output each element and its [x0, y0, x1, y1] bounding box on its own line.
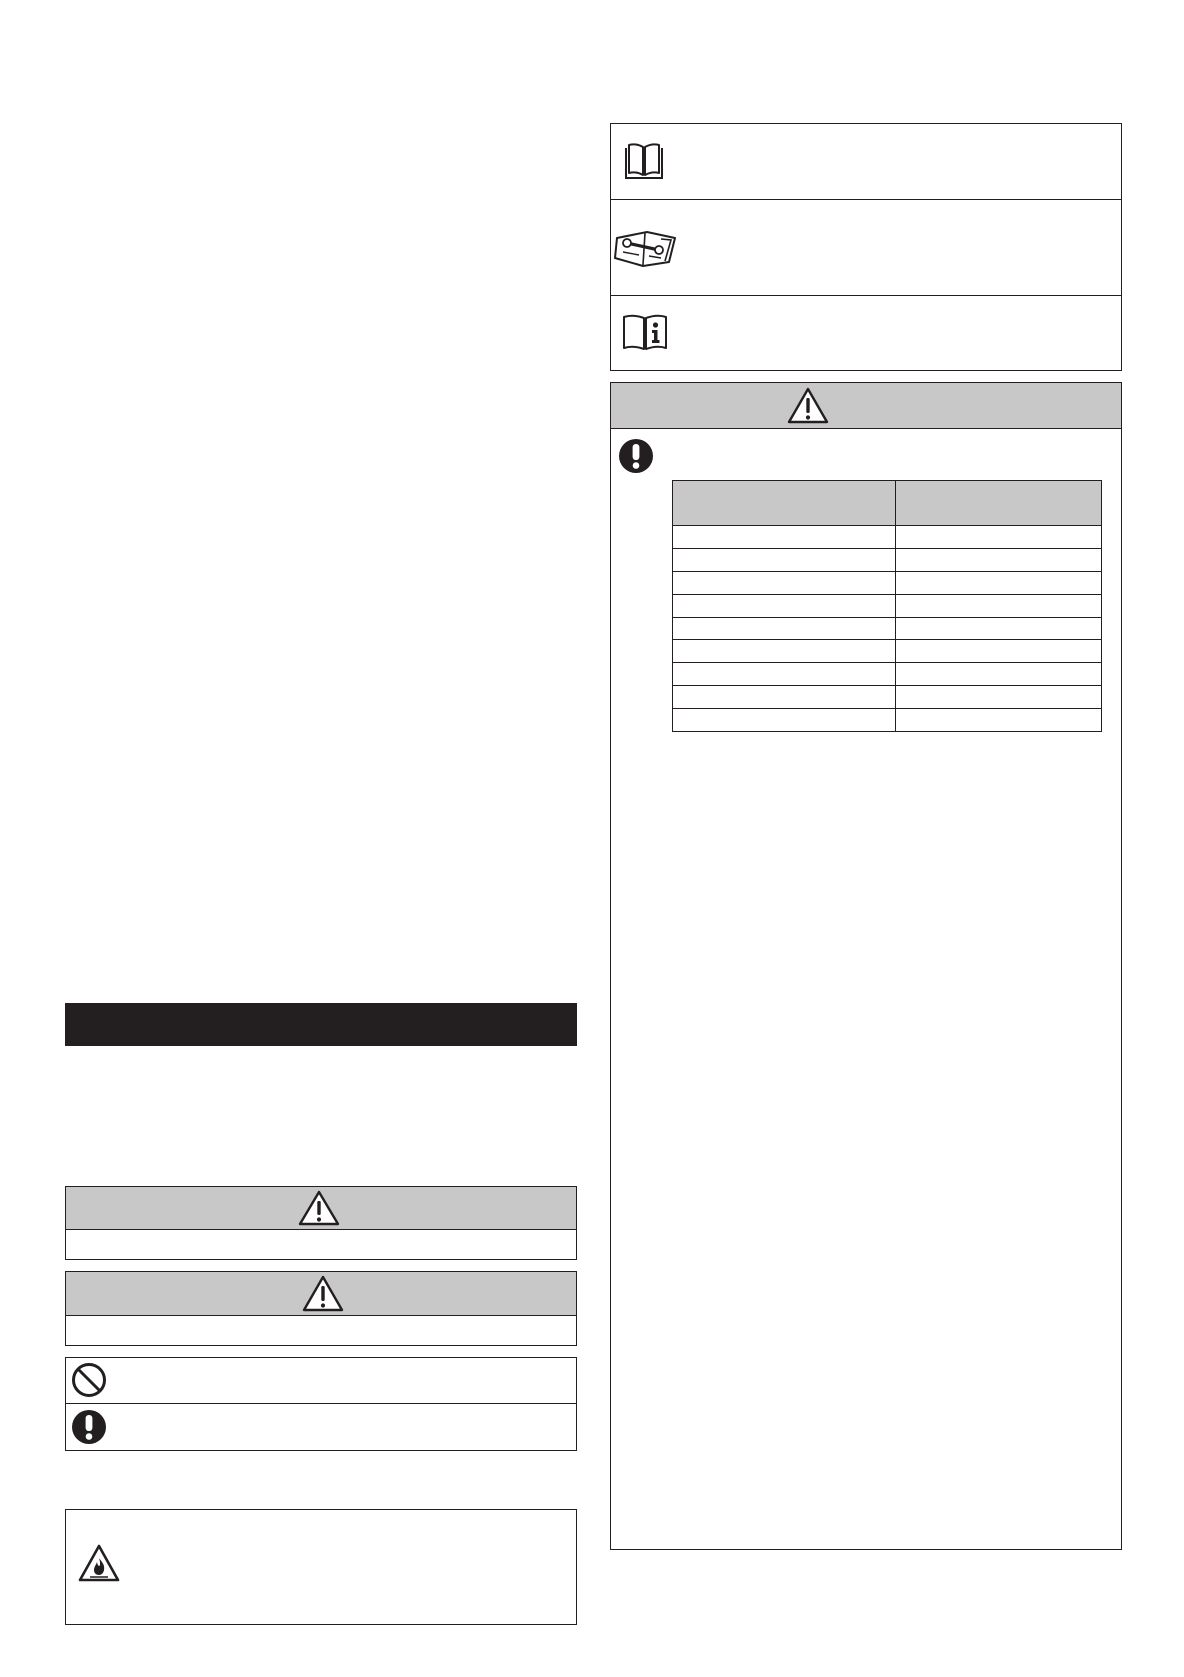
table-header-row	[673, 481, 1102, 526]
table-cell	[673, 548, 896, 571]
table-cell	[673, 571, 896, 594]
table-cell	[896, 571, 1102, 594]
table-cell	[673, 594, 896, 617]
warning-triangle-icon	[787, 387, 829, 424]
table-cell	[673, 686, 896, 709]
spec-table	[672, 480, 1102, 732]
read-manual-book-icon	[622, 142, 666, 182]
flammable-warning-box	[65, 1509, 577, 1625]
table-row	[673, 526, 1102, 549]
warning-box-1-header	[66, 1187, 576, 1229]
information-manual-icon	[622, 313, 668, 351]
table-row	[673, 663, 1102, 686]
prohibited-icon	[71, 1362, 107, 1398]
warning-box-1	[65, 1186, 577, 1260]
service-manual-wrench-book-icon	[613, 228, 677, 268]
table-cell	[896, 548, 1102, 571]
table-row	[673, 709, 1102, 732]
table-header-cell	[896, 481, 1102, 526]
table-row	[673, 640, 1102, 663]
table-cell	[896, 526, 1102, 549]
symbol-legend	[65, 1357, 577, 1451]
caution-panel-header	[611, 383, 1121, 428]
table-cell	[896, 663, 1102, 686]
table-cell	[896, 686, 1102, 709]
warning-triangle-icon	[298, 1190, 340, 1226]
table-header-cell	[673, 481, 896, 526]
table-cell	[896, 709, 1102, 732]
table-cell	[673, 526, 896, 549]
table-cell	[896, 640, 1102, 663]
table-cell	[673, 663, 896, 686]
mandatory-exclamation-icon	[618, 438, 654, 474]
table-row	[673, 571, 1102, 594]
table-row	[673, 548, 1102, 571]
table-cell	[896, 617, 1102, 640]
flammable-warning-icon	[78, 1544, 120, 1582]
table-cell	[673, 640, 896, 663]
manual-symbols-box	[610, 123, 1122, 371]
table-row	[673, 617, 1102, 640]
table-row	[673, 594, 1102, 617]
table-cell	[673, 617, 896, 640]
caution-panel	[610, 382, 1122, 1550]
warning-box-2-header	[66, 1272, 576, 1315]
mandatory-exclamation-icon	[71, 1409, 107, 1445]
warning-box-2	[65, 1271, 577, 1346]
warning-triangle-icon	[302, 1275, 344, 1312]
section-header-bar	[65, 1003, 577, 1046]
table-cell	[896, 594, 1102, 617]
table-row	[673, 686, 1102, 709]
table-cell	[673, 709, 896, 732]
